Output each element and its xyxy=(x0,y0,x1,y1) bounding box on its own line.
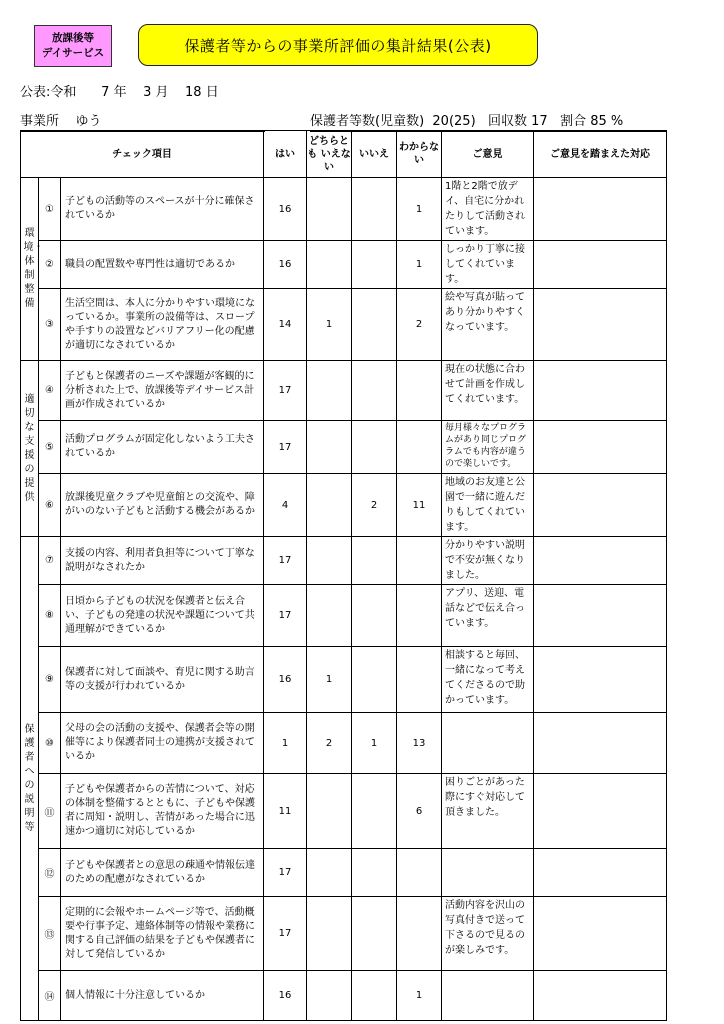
count-unknown: 2 xyxy=(397,289,442,361)
count-no xyxy=(352,585,397,647)
count-neither xyxy=(307,849,352,897)
category-label xyxy=(21,178,44,361)
header-yes: はい xyxy=(264,131,307,178)
table-row xyxy=(21,849,667,897)
opinion-text xyxy=(442,713,534,774)
table-row xyxy=(21,241,667,289)
check-item-text: 子どもや保護者との意思の疎通や情報伝達のための配慮がなされているか xyxy=(61,849,264,897)
category-text: 保護者への説明等 xyxy=(24,723,35,833)
response-text xyxy=(534,713,667,774)
count-unknown xyxy=(397,849,442,897)
count-yes: 11 xyxy=(264,774,307,849)
count-no: 2 xyxy=(352,474,397,537)
table-row xyxy=(21,713,667,774)
badge-line-1: 放課後等 xyxy=(52,32,94,44)
check-item-text: 父母の会の活動の支援や、保護者会等の開催等により保護者同士の連携が支援されているか xyxy=(61,713,264,774)
check-item-text: 個人情報に十分注意しているか xyxy=(61,971,264,1021)
response-text xyxy=(534,537,667,585)
count-neither xyxy=(307,241,352,289)
count-yes: 4 xyxy=(264,474,307,537)
count-yes: 14 xyxy=(264,289,307,361)
item-number-text: ⑩ xyxy=(45,737,54,749)
check-item-text: 子どもや保護者からの苦情について、対応の体制を整備するとともに、子どもや保護者に周知・説明し、苦情があった場合に迅速かつ適切に対応しているか xyxy=(61,774,264,849)
check-item-text: 職員の配置数や専門性は適切であるか xyxy=(61,241,264,289)
count-neither xyxy=(307,897,352,971)
header-response: ご意見を踏まえた対応 xyxy=(534,131,667,178)
table-row xyxy=(21,361,667,421)
count-neither xyxy=(307,361,352,421)
item-number xyxy=(39,713,61,774)
item-number xyxy=(39,585,61,647)
table-row xyxy=(21,897,667,971)
count-neither: 2 xyxy=(307,713,352,774)
item-number-text: ⑧ xyxy=(45,610,54,621)
count-unknown: 1 xyxy=(397,971,442,1021)
opinion-text: 困りごとがあった際にすぐ対応して頂きました。 xyxy=(442,774,534,849)
item-number-text: ⑪ xyxy=(44,807,55,819)
count-no xyxy=(352,421,397,474)
response-text xyxy=(534,241,667,289)
page-title: 保護者等からの事業所評価の集計結果(公表) xyxy=(138,24,538,66)
item-number-text: ⑫ xyxy=(44,869,55,880)
response-text xyxy=(534,647,667,713)
opinion-text: 現在の状態に合わせて計画を作成してくれています。 xyxy=(442,361,534,421)
count-neither xyxy=(307,585,352,647)
count-no xyxy=(352,897,397,971)
count-yes: 17 xyxy=(264,849,307,897)
response-text xyxy=(534,178,667,241)
count-unknown xyxy=(397,421,442,474)
badge-line-2: デイサービス xyxy=(41,47,105,59)
table-row xyxy=(21,421,667,474)
item-number-text: ⑨ xyxy=(45,674,54,685)
check-item-text: 活動プログラムが固定化しないよう工夫されているか xyxy=(61,421,264,474)
item-number xyxy=(39,774,61,849)
check-item-text: 子どもの活動等のスペースが十分に確保されているか xyxy=(61,178,264,241)
opinion-text: 分かりやすい説明で不安が無くなりました。 xyxy=(442,537,534,585)
count-neither xyxy=(307,178,352,241)
item-number-text: ⑭ xyxy=(44,992,55,1003)
count-unknown: 11 xyxy=(397,474,442,537)
opinion-text xyxy=(442,971,534,1021)
item-number-text: ② xyxy=(45,259,54,270)
response-stats: 保護者等数(児童数) 20(25) 回収数 17 割合 85 % xyxy=(310,110,666,132)
count-no: 1 xyxy=(352,713,397,774)
category-text: 適切な支援の提供 xyxy=(24,393,35,503)
count-no xyxy=(352,289,397,361)
item-number xyxy=(39,647,61,713)
item-number-text: ⑬ xyxy=(44,930,55,941)
office-name: 事業所 ゆう xyxy=(20,110,265,132)
check-item-text: 放課後児童クラブや児童館との交流や、障がいのない子どもと活動する機会があるか xyxy=(61,474,264,537)
table-row xyxy=(21,971,667,1021)
item-number-text: ① xyxy=(45,203,54,215)
opinion-text: 相談すると毎回、一緒になって考えてくださるので助かっています。 xyxy=(442,647,534,713)
count-no xyxy=(352,241,397,289)
count-neither: 1 xyxy=(307,647,352,713)
count-unknown xyxy=(397,647,442,713)
item-number-text: ③ xyxy=(45,319,54,330)
opinion-text: 毎月様々なプログラムがあり同じプログラムでも内容が違うので楽しいです。 xyxy=(442,421,534,474)
table-row xyxy=(21,474,667,537)
item-number xyxy=(39,289,61,361)
item-number xyxy=(39,421,61,474)
count-unknown: 6 xyxy=(397,774,442,849)
header-no: いいえ xyxy=(352,131,397,178)
item-number-text: ⑦ xyxy=(45,555,54,566)
publish-date: 公表:令和 7 年 3 月 18 日 xyxy=(20,85,219,100)
table-row xyxy=(21,289,667,361)
count-unknown: 1 xyxy=(397,241,442,289)
item-number xyxy=(39,971,61,1021)
response-text xyxy=(534,421,667,474)
count-yes: 17 xyxy=(264,537,307,585)
opinion-text: 地域のお友達と公園で一緒に遊んだりもしてくれています。 xyxy=(442,474,534,537)
count-yes: 1 xyxy=(264,713,307,774)
count-neither xyxy=(307,537,352,585)
header-unknown: わからない xyxy=(397,131,442,178)
count-yes: 17 xyxy=(264,421,307,474)
item-number-text: ⑥ xyxy=(45,499,54,511)
response-text xyxy=(534,585,667,647)
category-text: 環境・体制整備 xyxy=(23,228,44,309)
opinion-text: 絵や写真が貼ってあり分かりやすくなっています。 xyxy=(442,289,534,361)
count-yes: 16 xyxy=(264,241,307,289)
count-unknown xyxy=(397,537,442,585)
count-yes: 17 xyxy=(264,897,307,971)
count-yes: 17 xyxy=(264,361,307,421)
response-text xyxy=(534,774,667,849)
service-type-badge xyxy=(34,25,112,67)
count-yes: 16 xyxy=(264,647,307,713)
count-no xyxy=(352,178,397,241)
count-unknown xyxy=(397,897,442,971)
check-item-text: 子どもと保護者のニーズや課題が客観的に分析された上で、放課後等デイサービス計画が作成されているか xyxy=(61,361,264,421)
opinion-text: アプリ、送迎、電話などで伝え合っています。 xyxy=(442,585,534,647)
check-item-text: 生活空間は、本人に分かりやすい環境になっているか。事業所の設備等は、スロープや手すりの設置などバリアフリー化の配慮が適切になされているか xyxy=(61,289,264,361)
category-label xyxy=(21,537,39,1021)
count-unknown xyxy=(397,585,442,647)
header-neither: どちらとも いえない xyxy=(307,131,352,178)
response-text xyxy=(534,289,667,361)
opinion-text xyxy=(442,849,534,897)
item-number xyxy=(39,474,61,537)
count-yes: 17 xyxy=(264,585,307,647)
item-number xyxy=(39,897,61,971)
count-neither xyxy=(307,421,352,474)
count-no xyxy=(352,647,397,713)
table-row xyxy=(21,774,667,849)
item-number-text: ④ xyxy=(45,385,54,396)
count-neither xyxy=(307,971,352,1021)
header-opinion: ご意見 xyxy=(442,131,534,178)
count-no xyxy=(352,971,397,1021)
count-no xyxy=(352,849,397,897)
item-number xyxy=(39,178,61,241)
header-check-item: チェック項目 xyxy=(21,131,264,178)
check-item-text: 保護者に対して面談や、育児に関する助言等の支援が行われているか xyxy=(61,647,264,713)
check-item-text: 定期的に会報やホームページ等で、活動概要や行事予定、連絡体制等の情報や業務に関する自己評価の結果を子どもや保護者に対して発信しているか xyxy=(61,897,264,971)
evaluation-table xyxy=(20,130,667,1021)
count-unknown: 1 xyxy=(397,178,442,241)
response-text xyxy=(534,849,667,897)
response-text xyxy=(534,474,667,537)
table-row xyxy=(21,178,667,241)
item-number-text: ⑤ xyxy=(45,441,54,453)
check-item-text: 支援の内容、利用者負担等について丁寧な説明がなされたか xyxy=(61,537,264,585)
count-neither xyxy=(307,474,352,537)
count-neither xyxy=(307,774,352,849)
table-header-row xyxy=(21,131,667,178)
count-yes: 16 xyxy=(264,971,307,1021)
response-text xyxy=(534,897,667,971)
table-row xyxy=(21,537,667,585)
count-no xyxy=(352,774,397,849)
check-item-text: 日頃から子どもの状況を保護者と伝え合い、子どもの発達の状況や課題について共通理解ができているか xyxy=(61,585,264,647)
item-number xyxy=(39,361,61,421)
item-number xyxy=(39,537,61,585)
count-neither: 1 xyxy=(307,289,352,361)
opinion-text: 1階と2階で放デイ、自宅に分かれたりして活動されています。 xyxy=(442,178,534,241)
count-unknown: 13 xyxy=(397,713,442,774)
response-text xyxy=(534,361,667,421)
opinion-text: しっかり丁寧に接してくれています。 xyxy=(442,241,534,289)
count-no xyxy=(352,537,397,585)
count-no xyxy=(352,361,397,421)
item-number xyxy=(39,849,61,897)
opinion-text: 活動内容を沢山の写真付きで送って下さるので見るのが楽しみです。 xyxy=(442,897,534,971)
response-text xyxy=(534,971,667,1021)
category-label xyxy=(21,361,39,537)
table-row xyxy=(21,647,667,713)
count-unknown xyxy=(397,361,442,421)
table-row xyxy=(21,585,667,647)
count-yes: 16 xyxy=(264,178,307,241)
